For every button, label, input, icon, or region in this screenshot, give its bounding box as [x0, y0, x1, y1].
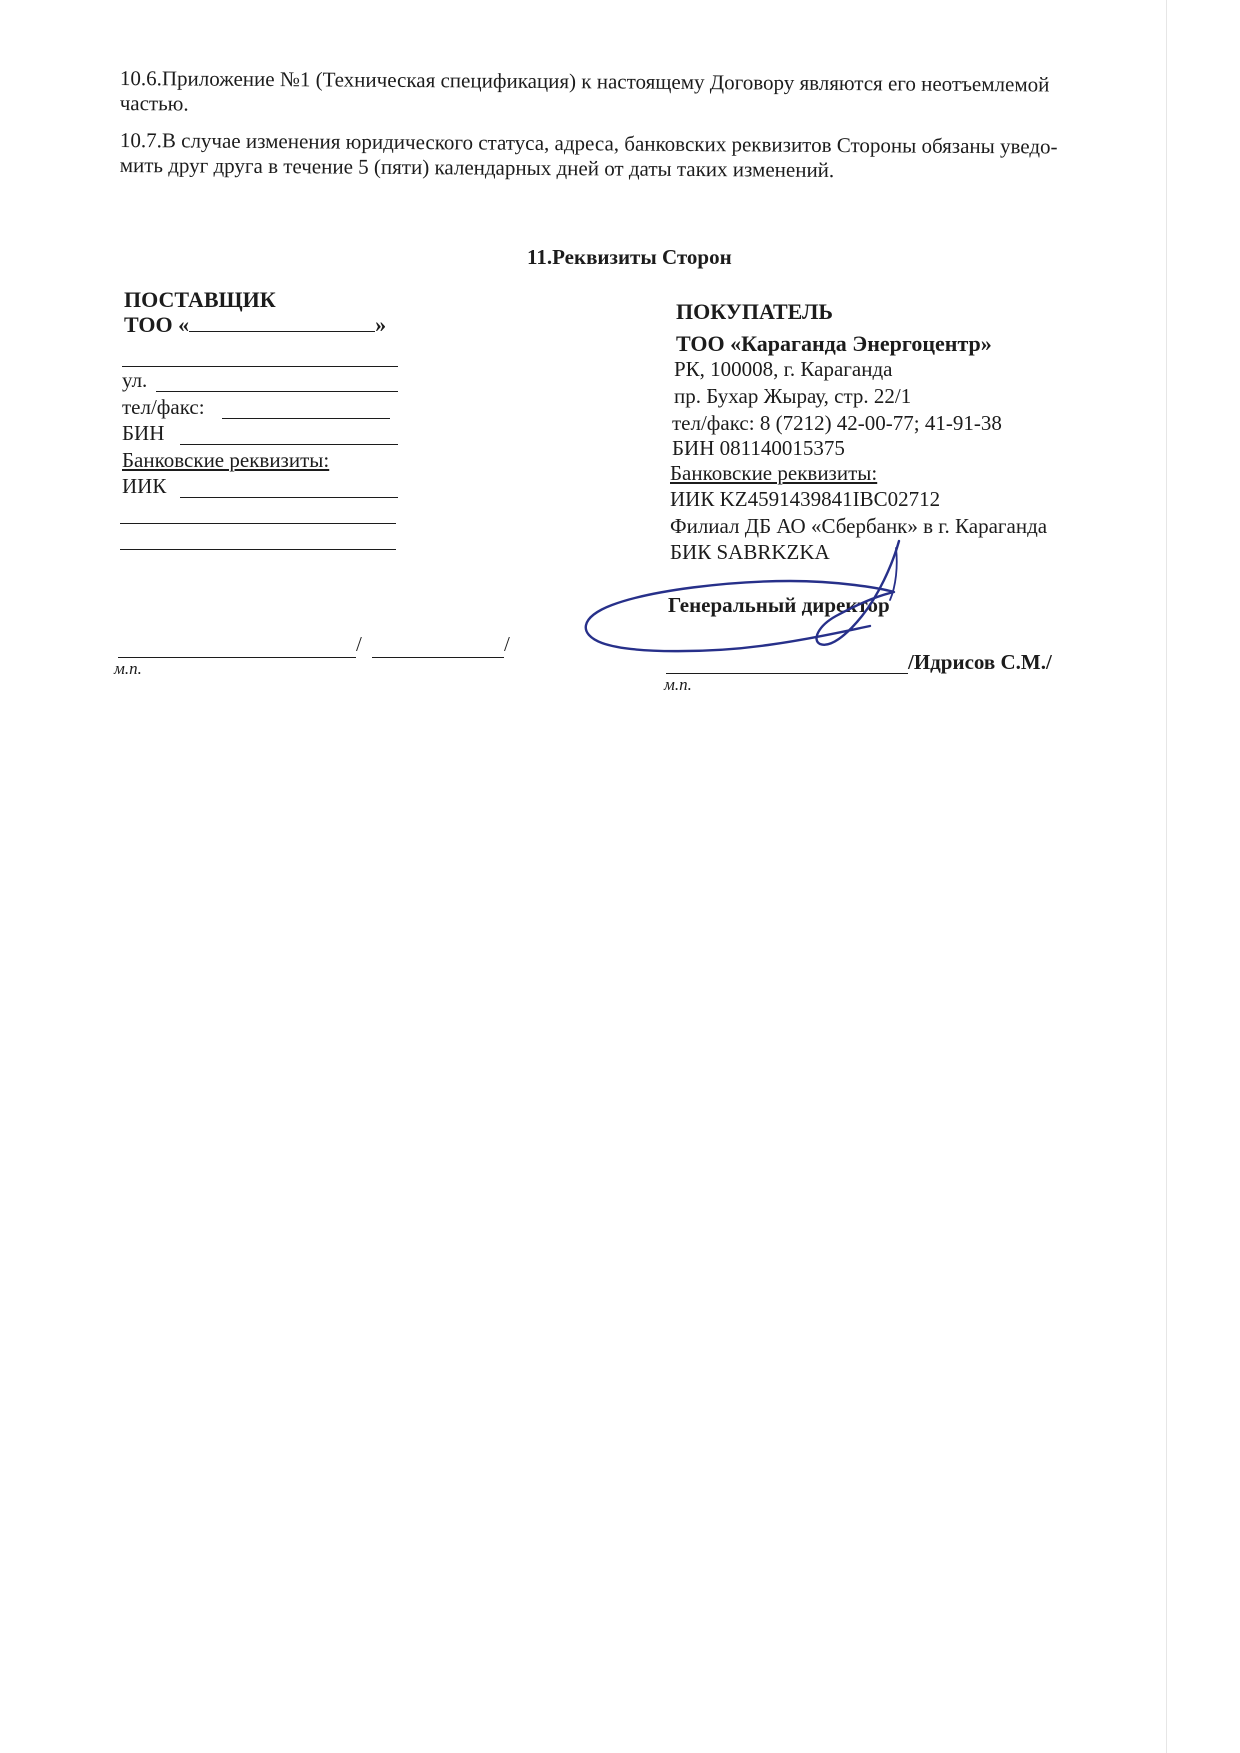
buyer-address-line1: РК, 100008, г. Караганда [674, 357, 893, 381]
supplier-company: ТОО « » [124, 312, 387, 337]
buyer-address-line2: пр. Бухар Жырау, стр. 22/1 [674, 384, 912, 408]
clause-10-6-line2: частью. [119, 90, 189, 116]
supplier-sign-separator-1: / [356, 632, 362, 656]
clause-10-7 [120, 128, 1170, 185]
supplier-company-field[interactable] [189, 313, 375, 332]
supplier-role: ПОСТАВЩИК [124, 287, 276, 312]
buyer-iik: ИИК KZ4591439841IBC02712 [670, 487, 941, 511]
supplier-street-label: ул. [122, 368, 148, 392]
supplier-bank-field-3[interactable] [120, 549, 396, 550]
section-title: 11.Реквизиты Сторон [527, 245, 732, 269]
supplier-phone-label: тел/факс: [122, 395, 205, 419]
supplier-bin-label: БИН [122, 421, 165, 445]
supplier-sign-separator-2: / [504, 632, 510, 656]
supplier-name-decode-field[interactable] [372, 657, 504, 658]
supplier-phone-field[interactable] [222, 418, 390, 419]
buyer-seal-label: м.п. [664, 675, 692, 694]
buyer-bank-label: Банковские реквизиты: [670, 461, 878, 485]
buyer-role: ПОКУПАТЕЛЬ [676, 299, 833, 324]
buyer-signatory: /Идрисов С.М./ [908, 650, 1052, 674]
clause-10-7-line2: мить друг друга в течение 5 (пяти) календарных дней от даты таких изменений. [119, 152, 835, 182]
clause-10-6 [120, 66, 1170, 123]
buyer-branch: Филиал ДБ АО «Сбербанк» в г. Караганда [670, 514, 1048, 538]
page-edge [1166, 0, 1167, 1753]
supplier-iik-label: ИИК [122, 474, 167, 498]
buyer-signature-field[interactable] [666, 673, 908, 674]
buyer-bik: БИК SABRKZKA [670, 540, 830, 564]
supplier-seal-label: м.п. [114, 659, 142, 678]
supplier-bank-label: Банковские реквизиты: [122, 448, 330, 472]
buyer-company: ТОО «Караганда Энергоцентр» [676, 331, 992, 356]
supplier-name-field[interactable] [122, 366, 398, 367]
buyer-phone: тел/факс: 8 (7212) 42-00-77; 41-91-38 [672, 411, 1002, 435]
supplier-bank-field-2[interactable] [120, 523, 396, 524]
supplier-street-field[interactable] [156, 391, 398, 392]
clause-10-7-line1: 10.7.В случае изменения юридического статуса, адреса, банковских реквизитов Стороны обязаны уведо- [119, 128, 1058, 159]
supplier-bin-field[interactable] [180, 444, 398, 445]
buyer-bin: БИН 081140015375 [672, 436, 845, 460]
supplier-signature-field[interactable] [118, 657, 356, 658]
clause-10-6-line1: 10.6.Приложение №1 (Техническая спецификация) к настоящему Договору являются его неотъемлемой [119, 66, 1050, 97]
buyer-position: Генеральный директор [668, 593, 890, 617]
supplier-iik-field[interactable] [180, 497, 398, 498]
